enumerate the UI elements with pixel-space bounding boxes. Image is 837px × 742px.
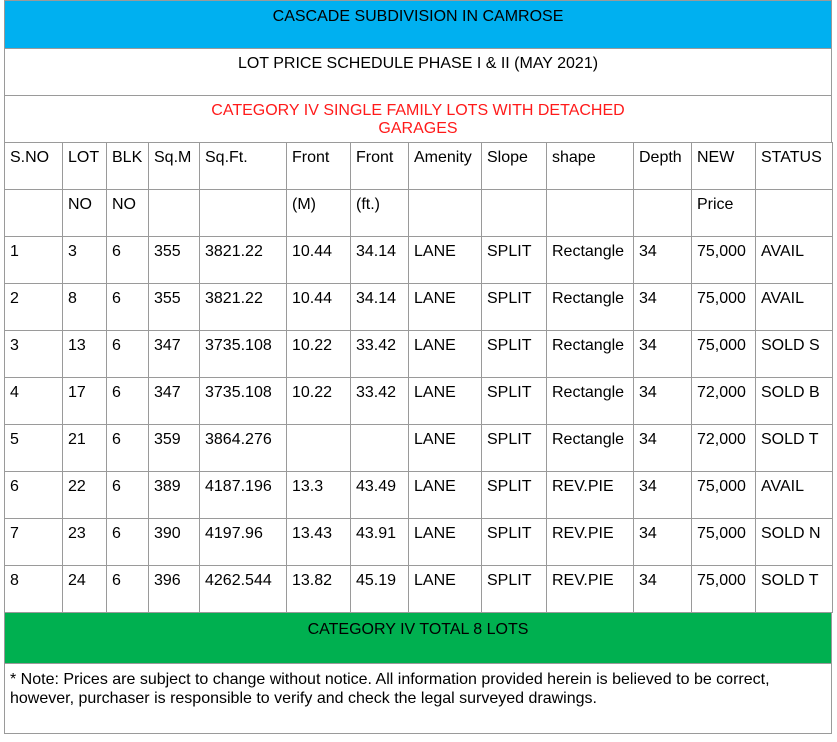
table-cell — [547, 190, 634, 237]
cell-text: 23 — [68, 525, 86, 542]
table-cell — [63, 284, 107, 331]
table-cell — [482, 284, 547, 331]
cell-text: LANE — [414, 290, 456, 307]
cell-text: 5 — [10, 431, 19, 448]
table-cell — [287, 331, 351, 378]
table-cell — [107, 519, 149, 566]
table-cell — [149, 472, 200, 519]
cell-text: 34.14 — [356, 290, 397, 307]
cell-text: (M) — [292, 196, 316, 213]
table-cell — [547, 472, 634, 519]
cell-text: Slope — [487, 149, 528, 166]
cell-text: 33.42 — [356, 384, 397, 401]
cell-text: 347 — [154, 384, 181, 401]
table-cell — [482, 472, 547, 519]
table-cell — [149, 190, 200, 237]
table-cell — [409, 237, 482, 284]
lot-table-body — [5, 143, 833, 613]
cell-text: 75,000 — [697, 290, 746, 307]
cell-text: SPLIT — [487, 431, 532, 448]
table-cell — [107, 425, 149, 472]
table-cell — [756, 425, 833, 472]
table-header-row — [5, 190, 833, 237]
table-row — [5, 519, 833, 566]
table-cell — [287, 237, 351, 284]
cell-text: 75,000 — [697, 478, 746, 495]
table-row — [5, 284, 833, 331]
cell-text: Front — [292, 149, 330, 166]
cell-text: 6 — [112, 384, 121, 401]
cell-text: Depth — [639, 149, 682, 166]
table-cell — [107, 566, 149, 613]
table-cell — [482, 519, 547, 566]
cell-text: 8 — [68, 290, 77, 307]
table-cell — [107, 143, 149, 190]
category-heading-line2: GARAGES — [378, 120, 458, 137]
table-cell — [287, 472, 351, 519]
table-cell — [634, 284, 692, 331]
table-cell — [149, 237, 200, 284]
cell-text: 359 — [154, 431, 181, 448]
table-cell — [756, 143, 833, 190]
cell-text: LANE — [414, 525, 456, 542]
cell-text: Rectangle — [552, 431, 625, 448]
category-total-bar: CATEGORY IV TOTAL 8 LOTS — [4, 613, 832, 664]
cell-text: SPLIT — [487, 290, 532, 307]
table-cell — [107, 331, 149, 378]
cell-text: REV.PIE — [552, 572, 614, 589]
cell-text: 3 — [10, 337, 19, 354]
table-cell — [692, 331, 756, 378]
cell-text: SPLIT — [487, 525, 532, 542]
cell-text: SPLIT — [487, 478, 532, 495]
cell-text: 34.14 — [356, 243, 397, 260]
table-cell — [63, 519, 107, 566]
cell-text: 3864.276 — [205, 431, 272, 448]
cell-text: 6 — [112, 525, 121, 542]
table-cell — [5, 237, 63, 284]
table-cell — [200, 519, 287, 566]
cell-text: Rectangle — [552, 384, 625, 401]
table-cell — [547, 237, 634, 284]
table-cell — [287, 566, 351, 613]
table-cell — [63, 143, 107, 190]
cell-text: NO — [112, 196, 136, 213]
cell-text: 34 — [639, 525, 657, 542]
cell-text: 396 — [154, 572, 181, 589]
table-cell — [107, 190, 149, 237]
category-heading — [4, 95, 832, 142]
table-cell — [351, 472, 409, 519]
cell-text: Sq.M — [154, 149, 192, 166]
table-cell — [482, 566, 547, 613]
cell-text: AVAIL — [761, 243, 804, 260]
cell-text: 347 — [154, 337, 181, 354]
cell-text: 34 — [639, 572, 657, 589]
cell-text: 33.42 — [356, 337, 397, 354]
cell-text: 21 — [68, 431, 86, 448]
table-cell — [107, 472, 149, 519]
table-cell — [5, 378, 63, 425]
table-cell — [200, 237, 287, 284]
schedule-subtitle: LOT PRICE SCHEDULE PHASE I & II (MAY 2021) — [4, 48, 832, 95]
cell-text: 34 — [639, 337, 657, 354]
cell-text: SOLD T — [761, 431, 819, 448]
cell-text: 3735.108 — [205, 384, 272, 401]
table-cell — [547, 331, 634, 378]
cell-text: 4 — [10, 384, 19, 401]
table-cell — [351, 237, 409, 284]
cell-text: 4262.544 — [205, 572, 272, 589]
table-cell — [351, 190, 409, 237]
table-cell — [409, 472, 482, 519]
table-cell — [200, 566, 287, 613]
table-cell — [634, 237, 692, 284]
table-cell — [692, 190, 756, 237]
cell-text: 3821.22 — [205, 243, 263, 260]
cell-text: 6 — [112, 431, 121, 448]
cell-text — [10, 190, 62, 195]
cell-text — [154, 190, 199, 195]
table-cell — [107, 237, 149, 284]
cell-text: 6 — [112, 290, 121, 307]
cell-text: SOLD B — [761, 384, 820, 401]
table-cell — [351, 566, 409, 613]
table-cell — [634, 143, 692, 190]
table-cell — [409, 566, 482, 613]
table-cell — [409, 519, 482, 566]
cell-text: LANE — [414, 243, 456, 260]
cell-text: Rectangle — [552, 290, 625, 307]
cell-text — [292, 425, 350, 430]
cell-text: 390 — [154, 525, 181, 542]
cell-text: shape — [552, 149, 596, 166]
cell-text: 72,000 — [697, 384, 746, 401]
cell-text: BLK — [112, 149, 143, 166]
cell-text: 8 — [10, 572, 19, 589]
cell-text: NO — [68, 196, 92, 213]
table-cell — [351, 378, 409, 425]
cell-text: STATUS — [761, 149, 822, 166]
cell-text — [552, 190, 633, 195]
table-cell — [5, 190, 63, 237]
table-cell — [634, 566, 692, 613]
table-cell — [692, 519, 756, 566]
cell-text: LANE — [414, 478, 456, 495]
cell-text: SPLIT — [487, 384, 532, 401]
cell-text: 34 — [639, 290, 657, 307]
table-cell — [287, 519, 351, 566]
table-cell — [692, 378, 756, 425]
table-header-row — [5, 143, 833, 190]
table-cell — [756, 284, 833, 331]
cell-text: 3 — [68, 243, 77, 260]
table-cell — [409, 378, 482, 425]
table-row — [5, 472, 833, 519]
cell-text: 45.19 — [356, 572, 397, 589]
table-cell — [351, 425, 409, 472]
table-cell — [351, 143, 409, 190]
table-cell — [200, 378, 287, 425]
cell-text — [356, 425, 408, 430]
table-cell — [547, 519, 634, 566]
cell-text: LANE — [414, 337, 456, 354]
table-cell — [287, 190, 351, 237]
cell-text: SOLD S — [761, 337, 820, 354]
cell-text: LOT — [68, 149, 100, 166]
table-cell — [756, 378, 833, 425]
cell-text: SOLD T — [761, 572, 819, 589]
cell-text: 1 — [10, 243, 19, 260]
table-cell — [200, 190, 287, 237]
table-cell — [482, 425, 547, 472]
table-cell — [756, 472, 833, 519]
table-cell — [756, 237, 833, 284]
lot-table — [4, 142, 833, 613]
price-schedule-sheet — [4, 0, 832, 734]
table-cell — [5, 331, 63, 378]
cell-text: 10.44 — [292, 290, 333, 307]
table-cell — [149, 519, 200, 566]
cell-text: 10.44 — [292, 243, 333, 260]
cell-text: 6 — [10, 478, 19, 495]
cell-text: 3735.108 — [205, 337, 272, 354]
cell-text: 75,000 — [697, 243, 746, 260]
cell-text: Rectangle — [552, 337, 625, 354]
table-cell — [107, 378, 149, 425]
cell-text: S.NO — [10, 149, 50, 166]
cell-text: AVAIL — [761, 290, 804, 307]
table-row — [5, 425, 833, 472]
table-cell — [482, 190, 547, 237]
table-cell — [63, 237, 107, 284]
cell-text: 34 — [639, 243, 657, 260]
table-cell — [692, 143, 756, 190]
cell-text: NEW — [697, 149, 735, 166]
category-heading-line1: CATEGORY IV SINGLE FAMILY LOTS WITH DETACHED — [211, 102, 625, 119]
table-cell — [547, 566, 634, 613]
cell-text: SPLIT — [487, 337, 532, 354]
table-cell — [634, 190, 692, 237]
cell-text: 6 — [112, 572, 121, 589]
table-cell — [63, 472, 107, 519]
cell-text: Sq.Ft. — [205, 149, 248, 166]
table-cell — [63, 425, 107, 472]
table-row — [5, 378, 833, 425]
cell-text: 13.82 — [292, 572, 333, 589]
table-cell — [200, 143, 287, 190]
cell-text: 75,000 — [697, 525, 746, 542]
table-cell — [634, 331, 692, 378]
table-cell — [756, 331, 833, 378]
table-cell — [692, 566, 756, 613]
cell-text: LANE — [414, 384, 456, 401]
cell-text: 75,000 — [697, 337, 746, 354]
table-cell — [634, 472, 692, 519]
table-cell — [634, 519, 692, 566]
cell-text — [205, 190, 286, 195]
cell-text: Price — [697, 196, 734, 213]
table-cell — [756, 566, 833, 613]
table-cell — [482, 237, 547, 284]
table-cell — [547, 284, 634, 331]
cell-text: 4187.196 — [205, 478, 272, 495]
cell-text: LANE — [414, 431, 456, 448]
cell-text: REV.PIE — [552, 478, 614, 495]
cell-text: 3821.22 — [205, 290, 263, 307]
table-cell — [351, 284, 409, 331]
table-cell — [5, 566, 63, 613]
cell-text: 6 — [112, 337, 121, 354]
table-cell — [5, 472, 63, 519]
table-cell — [63, 566, 107, 613]
table-cell — [107, 284, 149, 331]
table-cell — [692, 472, 756, 519]
page-title: CASCADE SUBDIVISION IN CAMROSE — [4, 0, 832, 48]
table-cell — [547, 143, 634, 190]
table-cell — [287, 425, 351, 472]
table-cell — [482, 378, 547, 425]
table-cell — [287, 284, 351, 331]
cell-text: (ft.) — [356, 196, 380, 213]
table-row — [5, 566, 833, 613]
cell-text: 6 — [112, 478, 121, 495]
cell-text: 389 — [154, 478, 181, 495]
table-cell — [63, 190, 107, 237]
table-cell — [482, 331, 547, 378]
cell-text: 72,000 — [697, 431, 746, 448]
table-cell — [409, 284, 482, 331]
cell-text — [639, 190, 691, 195]
cell-text: 43.91 — [356, 525, 397, 542]
table-cell — [634, 425, 692, 472]
cell-text: 6 — [112, 243, 121, 260]
table-cell — [200, 472, 287, 519]
cell-text: Front — [356, 149, 394, 166]
disclaimer-note: * Note: Prices are subject to change without notice. All information provided herein is believed to be correct, however, purchaser is responsible to verify and check the legal surveyed drawings. — [4, 664, 832, 734]
cell-text: SOLD N — [761, 525, 821, 542]
cell-text: 355 — [154, 290, 181, 307]
cell-text: SPLIT — [487, 243, 532, 260]
table-cell — [409, 190, 482, 237]
table-cell — [5, 143, 63, 190]
table-cell — [547, 378, 634, 425]
cell-text — [761, 190, 832, 195]
table-row — [5, 237, 833, 284]
table-cell — [149, 566, 200, 613]
cell-text: 10.22 — [292, 337, 333, 354]
cell-text: 17 — [68, 384, 86, 401]
cell-text: 13.3 — [292, 478, 324, 495]
cell-text: SPLIT — [487, 572, 532, 589]
table-cell — [149, 378, 200, 425]
cell-text: 2 — [10, 290, 19, 307]
table-cell — [5, 284, 63, 331]
table-cell — [149, 143, 200, 190]
table-cell — [409, 143, 482, 190]
cell-text: 355 — [154, 243, 181, 260]
table-cell — [547, 425, 634, 472]
table-cell — [692, 425, 756, 472]
table-cell — [63, 378, 107, 425]
table-cell — [482, 143, 547, 190]
cell-text: 75,000 — [697, 572, 746, 589]
table-cell — [149, 284, 200, 331]
table-cell — [149, 331, 200, 378]
table-row — [5, 331, 833, 378]
cell-text: 13 — [68, 337, 86, 354]
cell-text: Amenity — [414, 149, 472, 166]
cell-text: 7 — [10, 525, 19, 542]
table-cell — [287, 143, 351, 190]
table-cell — [149, 425, 200, 472]
table-cell — [351, 519, 409, 566]
cell-text: 43.49 — [356, 478, 397, 495]
cell-text: REV.PIE — [552, 525, 614, 542]
table-cell — [287, 378, 351, 425]
table-cell — [200, 284, 287, 331]
cell-text: AVAIL — [761, 478, 804, 495]
table-cell — [409, 425, 482, 472]
table-cell — [634, 378, 692, 425]
cell-text — [487, 190, 546, 195]
cell-text: 34 — [639, 478, 657, 495]
table-cell — [351, 331, 409, 378]
cell-text: 4197.96 — [205, 525, 263, 542]
cell-text: 34 — [639, 384, 657, 401]
cell-text: 34 — [639, 431, 657, 448]
cell-text: Rectangle — [552, 243, 625, 260]
table-cell — [409, 331, 482, 378]
table-cell — [5, 425, 63, 472]
cell-text: 13.43 — [292, 525, 333, 542]
cell-text: 22 — [68, 478, 86, 495]
table-cell — [756, 190, 833, 237]
cell-text: LANE — [414, 572, 456, 589]
table-cell — [5, 519, 63, 566]
cell-text: 10.22 — [292, 384, 333, 401]
table-cell — [692, 237, 756, 284]
table-cell — [200, 331, 287, 378]
cell-text: 24 — [68, 572, 86, 589]
table-cell — [200, 425, 287, 472]
table-cell — [756, 519, 833, 566]
cell-text — [414, 190, 481, 195]
table-cell — [63, 331, 107, 378]
table-cell — [692, 284, 756, 331]
